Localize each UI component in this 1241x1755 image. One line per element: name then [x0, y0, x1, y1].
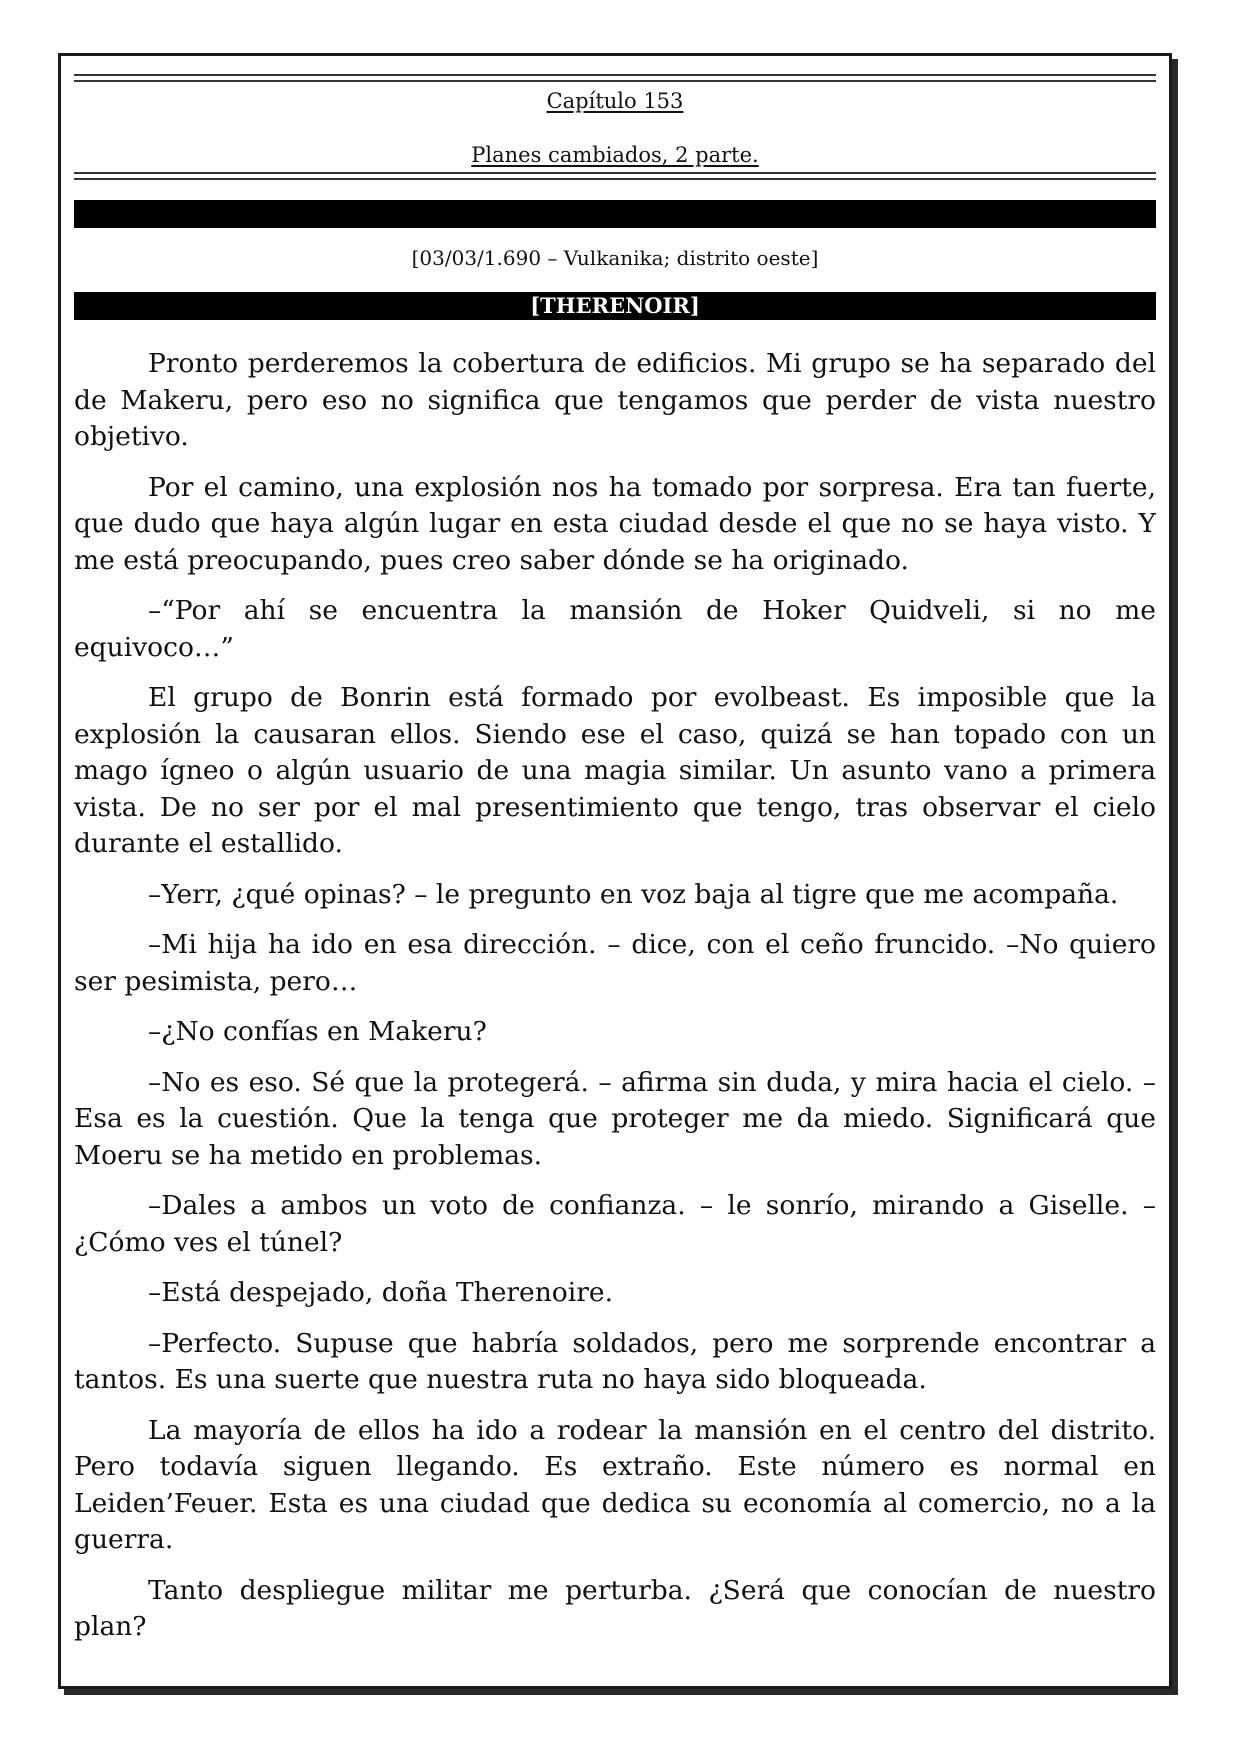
- chapter-subtitle: Planes cambiados, 2 parte.: [471, 143, 759, 167]
- top-double-rule: [74, 74, 1156, 82]
- chapter-body: [74, 346, 1156, 1660]
- paragraph: El grupo de Bonrin está formado por evolbeast. Es imposible que la explosión la causaran ellos. Siendo ese el caso, quizá se han topado con un mago ígneo o algún usuario de una magia similar. Un asunto vano a primera vista. De no ser por el mal presentimiento que tengo, tras observar el cielo durante el estallido.: [74, 682, 1156, 859]
- paragraph: –Está despejado, doña Therenoire.: [148, 1277, 613, 1308]
- paragraph: –¿No confías en Makeru?: [148, 1016, 487, 1047]
- paragraph: La mayoría de ellos ha ido a rodear la mansión en el centro del distrito. Pero todavía siguen llegando. Es extraño. Este número es normal en Leiden’Feuer. Esta es una ciudad que dedica su economía al comercio, no a la guerra.: [74, 1414, 1156, 1555]
- paragraph: Por el camino, una explosión nos ha tomado por sorpresa. Era tan fuerte, que dudo que haya algún lugar en esta ciudad desde el que no se haya visto. Y me está preocupando, pues creo saber dónde se ha originado.: [74, 471, 1156, 576]
- paragraph: –No es eso. Sé que la protegerá. – afirma sin duda, y mira hacia el cielo. –Esa es la cuestión. Que la tenga que proteger me da miedo. Significará que Moeru se ha metido en problemas.: [74, 1066, 1156, 1171]
- paragraph: Pronto perderemos la cobertura de edificios. Mi grupo se ha separado del de Makeru, pero eso no significa que tengamos que perder de vista nuestro objetivo.: [74, 348, 1156, 452]
- paragraph: –Dales a ambos un voto de confianza. – le sonrío, mirando a Giselle. –¿Cómo ves el túnel?: [74, 1190, 1156, 1258]
- header-bottom-double-rule: [74, 172, 1156, 180]
- section-divider-bar: [74, 200, 1156, 228]
- paragraph: –Perfecto. Supuse que habría soldados, pero me sorprende encontrar a tantos. Es una suerte que nuestra ruta no haya sido bloqueada.: [74, 1327, 1156, 1395]
- paragraph: Tanto despliegue militar me perturba. ¿Será que conocían de nuestro plan?: [74, 1574, 1156, 1642]
- paragraph: –“Por ahí se encuentra la mansión de Hoker Quidveli, si no me equivoco…”: [74, 595, 1156, 663]
- chapter-title: Capítulo 153: [546, 89, 684, 113]
- pov-banner: [THERENOIR]: [74, 292, 1156, 320]
- paragraph: –Yerr, ¿qué opinas? – le pregunto en voz baja al tigre que me acompaña.: [148, 878, 1119, 910]
- dateline: [03/03/1.690 – Vulkanika; distrito oeste]: [411, 246, 819, 270]
- page-frame: [58, 53, 1172, 1689]
- paragraph: –Mi hija ha ido en esa dirección. – dice, con el ceño fruncido. –No quiero ser pesimista, pero…: [74, 929, 1156, 997]
